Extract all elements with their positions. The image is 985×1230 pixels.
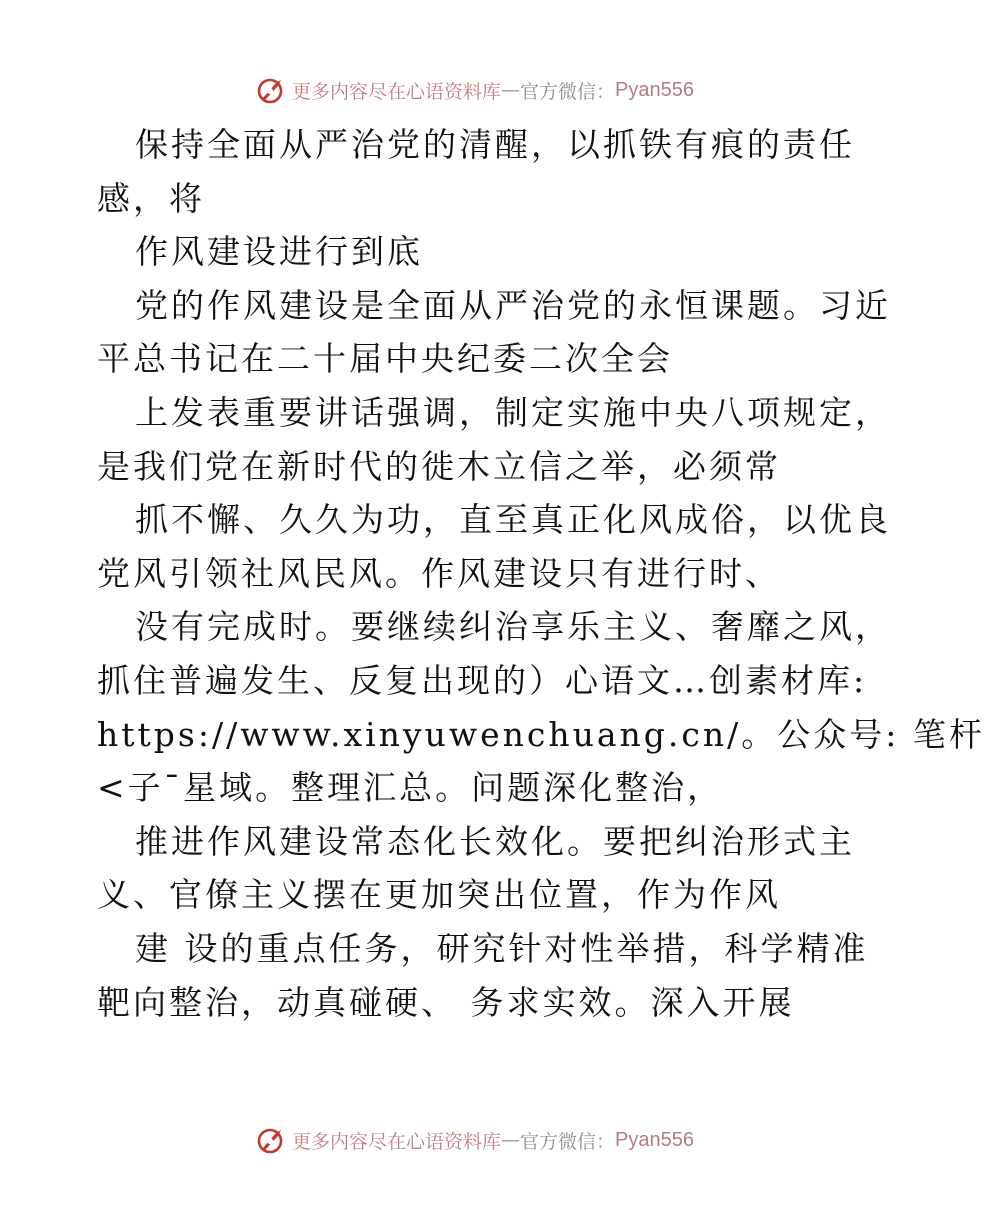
footer-label: 官方微信： bbox=[520, 1130, 616, 1153]
header-watermark bbox=[0, 70, 950, 110]
footer-watermark bbox=[0, 1120, 950, 1160]
text-line: 上发表重要讲话强调，制定实施中央八项规定， bbox=[135, 392, 891, 432]
text-line: 建 设的重点任务，研究针对性举措，科学精准 bbox=[135, 928, 869, 968]
footer-text-main: 更多内容尽在心语资料库 bbox=[292, 1130, 502, 1153]
header-label: 官方微信： bbox=[520, 80, 616, 103]
header-text-main: 更多内容尽在心语资料库 bbox=[292, 80, 502, 103]
document-body bbox=[97, 118, 985, 1029]
footer-wechat-id: Pyan556 bbox=[615, 1128, 694, 1151]
text-line: 作风建设进行到底 bbox=[135, 232, 423, 272]
text-line: <子¯星域。整理汇总。问题深化整治， bbox=[97, 768, 724, 808]
pen-nib-circle-icon bbox=[256, 1125, 286, 1155]
text-line: 抓不懈、久久为功，直至真正化风成俗，以优良 bbox=[135, 500, 891, 540]
text-line: 抓住普遍发生、反复出现的）心语文…创素材库: bbox=[97, 660, 868, 700]
text-line: 是我们党在新时代的徙木立信之举，必须常 bbox=[97, 446, 781, 486]
pen-nib-circle-icon bbox=[256, 75, 286, 105]
text-line: 义、官僚主义摆在更加突出位置，作为作风 bbox=[97, 875, 781, 915]
header-wechat-id: Pyan556 bbox=[615, 78, 694, 101]
text-line: 保持全面从严治党的清醒，以抓铁有痕的责任 bbox=[135, 125, 855, 164]
text-line: https://www.xinyuwenchuang.cn/。公众号: 笔杆 bbox=[97, 714, 985, 754]
footer-separator: — bbox=[501, 1129, 521, 1151]
header-separator: — bbox=[501, 79, 521, 101]
text-line: 没有完成时。要继续纠治享乐主义、奢靡之风， bbox=[135, 607, 891, 647]
text-line: 党风引领社风民风。作风建设只有进行时、 bbox=[97, 553, 781, 593]
text-line: 推进作风建设常态化长效化。要把纠治形式主 bbox=[135, 821, 855, 861]
text-line: 平总书记在二十届中央纪委二次全会 bbox=[97, 339, 673, 379]
text-line: 党的作风建设是全面从严治党的永恒课题。习近 bbox=[135, 285, 891, 325]
text-line: 感，将 bbox=[97, 178, 205, 218]
text-line: 靶向整治，动真碰硬、 务求实效。深入开展 bbox=[97, 982, 795, 1022]
